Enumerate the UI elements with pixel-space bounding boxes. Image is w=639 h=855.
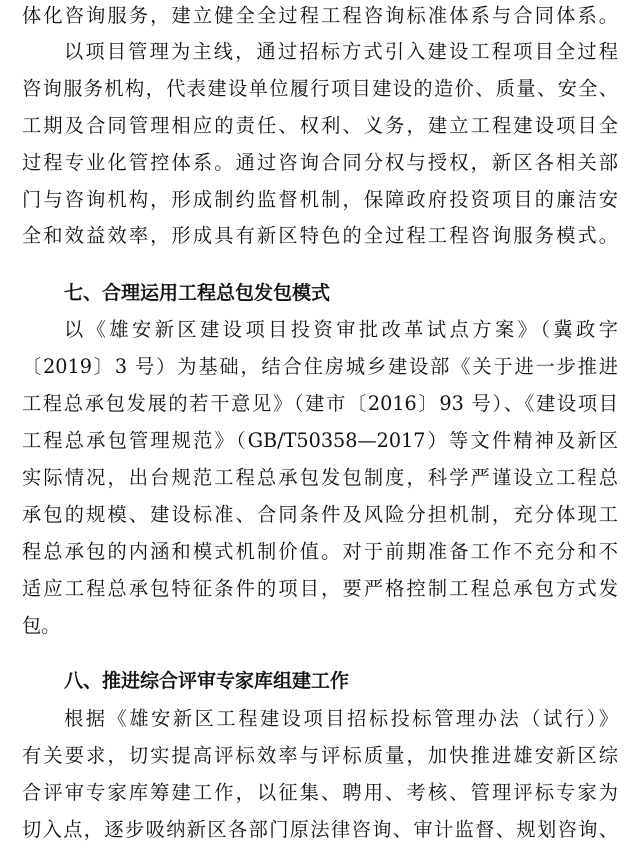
paragraph-line: 门与咨询机构，形成制约监督机制，保障政府投资项目的廉洁安 <box>22 188 618 211</box>
paragraph-line: 承包的规模、建设标准、合同条件及风险分担机制，充分体现工 <box>22 503 618 526</box>
paragraph-line: 切入点，逐步吸纳新区各部门原法律咨询、审计监督、规划咨询、 <box>22 818 618 841</box>
paragraph-line-text: 根据《雄安新区工程建设项目招标投标管理办法（试行）》 <box>64 707 618 730</box>
section-heading-seven: 七、合理运用工程总包发包模式 <box>64 282 331 304</box>
paragraph-line: 工期及合同管理相应的责任、权利、义务，建立工程建设项目全 <box>22 114 618 137</box>
paragraph-line: 〔2019〕3 号）为基础，结合住房城乡建设部《关于进一步推进 <box>22 355 618 378</box>
paragraph-line-text: 以《雄安新区建设项目投资审批改革试点方案》（冀政字 <box>64 318 618 341</box>
paragraph-first-line <box>64 40 618 68</box>
paragraph-line: 有关要求，切实提高评标效率与评标质量，加快推进雄安新区综 <box>22 744 618 767</box>
paragraph-line: 咨询服务机构，代表建设单位履行项目建设的造价、质量、安全、 <box>22 77 618 100</box>
paragraph-line-text: 以项目管理为主线，通过招标方式引入建设工程项目全过程 <box>64 40 618 63</box>
paragraph-line: 工程总承包发展的若干意见》（建市〔2016〕93 号）、《建设项目 <box>22 392 618 415</box>
paragraph-line: 适应工程总承包特征条件的项目，要严格控制工程总承包方式发 <box>22 577 618 600</box>
paragraph-line: 合评审专家库筹建工作，以征集、聘用、考核、管理评标专家为 <box>22 781 618 804</box>
paragraph-line: 实际情况，出台规范工程总承包发包制度，科学严谨设立工程总 <box>22 466 618 489</box>
paragraph-line: 体化咨询服务，建立健全全过程工程咨询标准体系与合同体系。 <box>22 4 618 27</box>
paragraph-last-line: 包。 <box>22 614 61 637</box>
paragraph-first-line <box>64 318 618 346</box>
paragraph-line: 工程总承包管理规范》（GB/T50358—2017）等文件精神及新区 <box>22 429 618 452</box>
paragraph-line: 程总承包的内涵和模式机制价值。对于前期准备工作不充分和不 <box>22 540 618 563</box>
paragraph-line: 全和效益效率，形成具有新区特色的全过程工程咨询服务模式。 <box>22 224 618 247</box>
paragraph-line: 过程专业化管控体系。通过咨询合同分权与授权，新区各相关部 <box>22 151 618 174</box>
paragraph-first-line <box>64 707 618 735</box>
section-heading-eight: 八、推进综合评审专家库组建工作 <box>64 670 350 692</box>
